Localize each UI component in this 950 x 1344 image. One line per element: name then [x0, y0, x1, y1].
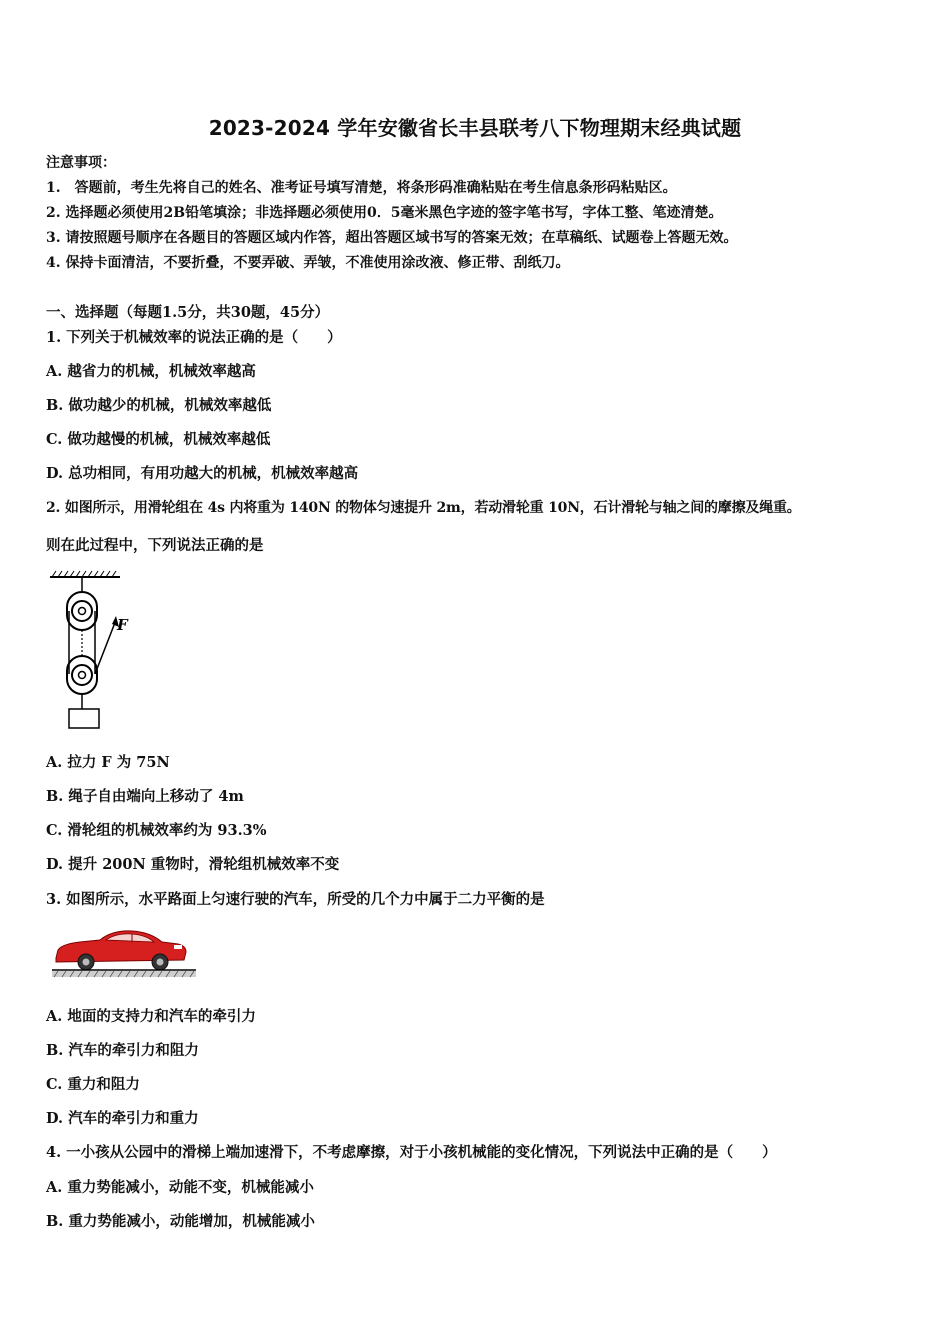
option-b: B. 重力势能减小，动能增加，机械能减小	[46, 1213, 315, 1230]
notice-item: 1. 答题前，考生先将自己的姓名、准考证号填写清楚，将条形码准确粘贴在考生信息条形码粘贴区。	[46, 180, 677, 196]
force-label: F	[117, 616, 128, 634]
option-a: A. 重力势能减小，动能不变，机械能减小	[46, 1179, 314, 1196]
section-heading: 一、选择题（每题1.5分，共30题，45分）	[46, 304, 330, 321]
question-stem: 3. 如图所示，水平路面上匀速行驶的汽车，所受的几个力中属于二力平衡的是	[46, 891, 545, 908]
question-stem-continuation: 则在此过程中，下列说法正确的是	[46, 537, 264, 554]
notice-item: 2. 选择题必须使用2B铅笔填涂；非选择题必须使用0．5毫米黑色字迹的签字笔书写，字体工整、笔迹清楚。	[46, 205, 723, 221]
pulley-system-figure	[46, 570, 126, 732]
car-figure	[50, 922, 198, 984]
option-b: B. 绳子自由端向上移动了 4m	[46, 788, 244, 805]
notice-item: 4. 保持卡面清洁，不要折叠，不要弄破、弄皱，不准使用涂改液、修正带、刮纸刀。	[46, 255, 570, 271]
option-b: B. 做功越少的机械，机械效率越低	[46, 397, 272, 414]
option-d: D. 提升 200N 重物时，滑轮组机械效率不变	[46, 856, 340, 873]
option-a: A. 越省力的机械，机械效率越高	[46, 363, 256, 380]
option-c: C. 滑轮组的机械效率约为 93.3%	[46, 822, 267, 839]
option-a: A. 拉力 F 为 75N	[46, 754, 170, 771]
option-c: C. 做功越慢的机械，机械效率越低	[46, 431, 271, 448]
option-d: D. 总功相同，有用功越大的机械，机械效率越高	[46, 465, 359, 482]
option-b: B. 汽车的牵引力和阻力	[46, 1042, 199, 1059]
notice-heading: 注意事项：	[46, 155, 116, 171]
option-c: C. 重力和阻力	[46, 1076, 140, 1093]
question-stem: 4. 一小孩从公园中的滑梯上端加速滑下，不考虑摩擦，对于小孩机械能的变化情况，下列说法中正确的是（ ）	[46, 1144, 777, 1161]
option-a: A. 地面的支持力和汽车的牵引力	[46, 1008, 256, 1025]
page-title: 2023-2024 学年安徽省长丰县联考八下物理期末经典试题	[208, 116, 742, 140]
option-d: D. 汽车的牵引力和重力	[46, 1110, 199, 1127]
question-stem: 1. 下列关于机械效率的说法正确的是（ ）	[46, 329, 342, 346]
question-stem: 2. 如图所示，用滑轮组在 4s 内将重为 140N 的物体匀速提升 2m，若动滑轮重 10N，石计滑轮与轴之间的摩擦及绳重。	[46, 500, 801, 516]
notice-item: 3. 请按照题号顺序在各题目的答题区域内作答，超出答题区域书写的答案无效；在草稿纸、试题卷上答题无效。	[46, 230, 738, 246]
